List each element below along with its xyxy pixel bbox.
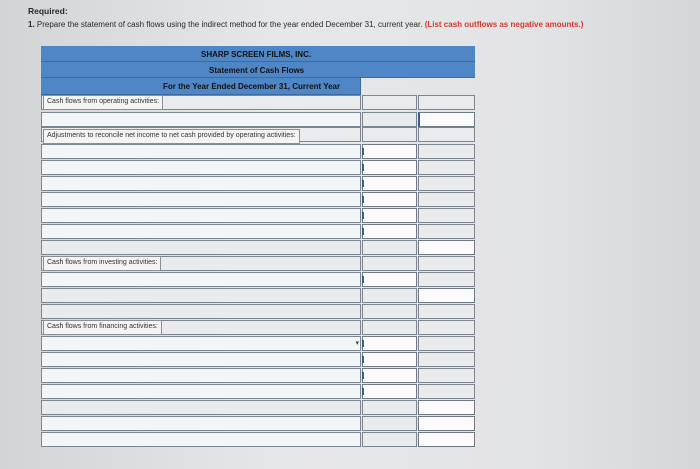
adjustment-row [41, 192, 475, 207]
account-select[interactable] [41, 208, 361, 223]
required-label: Required: [28, 6, 68, 16]
adjustment-row [41, 208, 475, 223]
account-select[interactable] [41, 160, 361, 175]
header-row-period [41, 78, 361, 95]
account-select[interactable] [41, 432, 361, 447]
company-name: SHARP SCREEN FILMS, INC. [201, 50, 312, 59]
amount-input[interactable] [362, 384, 417, 399]
amount-input[interactable] [362, 144, 417, 159]
amount-input[interactable] [418, 432, 475, 447]
net-change-row [41, 416, 475, 431]
amount-input[interactable] [362, 192, 417, 207]
amount-input[interactable] [418, 288, 475, 303]
amount-input[interactable] [362, 160, 417, 175]
amount-input[interactable] [362, 368, 417, 383]
financing-row [41, 336, 475, 351]
amount-input[interactable] [362, 208, 417, 223]
adjustment-row [41, 224, 475, 239]
financing-row [41, 368, 475, 383]
header-row-title [41, 62, 475, 78]
account-select[interactable] [41, 384, 361, 399]
investing-total-row [41, 288, 475, 303]
adjustment-row [41, 144, 475, 159]
account-select[interactable] [41, 112, 361, 127]
cash-flow-worksheet [41, 46, 475, 446]
adjustments-label: Adjustments to reconcile net income to net cash provided by operating activities: [43, 129, 300, 144]
chevron-down-icon[interactable]: ▾ [355, 340, 359, 347]
instruction [28, 20, 583, 29]
cash-beginning-row [41, 432, 475, 447]
instruction-text: Prepare the statement of cash flows using the indirect method for the year ended December 31, current year. [36, 20, 423, 29]
account-select[interactable] [41, 144, 361, 159]
account-select[interactable] [41, 352, 361, 367]
investing-activities-label: Cash flows from investing activities: [43, 256, 161, 271]
row-net-income [41, 112, 475, 127]
amount-input[interactable] [418, 112, 475, 127]
amount-input[interactable] [362, 352, 417, 367]
account-select[interactable] [41, 336, 361, 351]
statement-title: Statement of Cash Flows [209, 66, 305, 75]
financing-activities-label: Cash flows from financing activities: [43, 320, 162, 335]
account-select[interactable] [41, 272, 361, 287]
operating-activities-label: Cash flows from operating activities: [43, 95, 163, 110]
amount-input[interactable] [418, 240, 475, 255]
statement-period: For the Year Ended December 31, Current Year [163, 82, 341, 91]
investing-row [41, 272, 475, 287]
amount-input[interactable] [418, 400, 475, 415]
financing-row [41, 352, 475, 367]
amount-input[interactable] [362, 272, 417, 287]
financing-total-row [41, 400, 475, 415]
instruction-number: 1. [28, 20, 35, 29]
account-select[interactable] [41, 192, 361, 207]
row-spacer [41, 304, 475, 319]
instruction-note: (List cash outflows as negative amounts.) [424, 20, 584, 29]
amount-input[interactable] [362, 224, 417, 239]
financing-row [41, 384, 475, 399]
adjustment-row [41, 176, 475, 191]
account-select[interactable] [41, 224, 361, 239]
amount-input[interactable] [362, 336, 417, 351]
header-row-company [41, 46, 475, 62]
adjustment-row [41, 160, 475, 175]
account-select[interactable] [41, 416, 361, 431]
amount-input[interactable] [362, 176, 417, 191]
amount-input[interactable] [418, 416, 475, 431]
account-select[interactable] [41, 176, 361, 191]
adjustment-total-row [41, 240, 475, 255]
account-select[interactable] [41, 368, 361, 383]
